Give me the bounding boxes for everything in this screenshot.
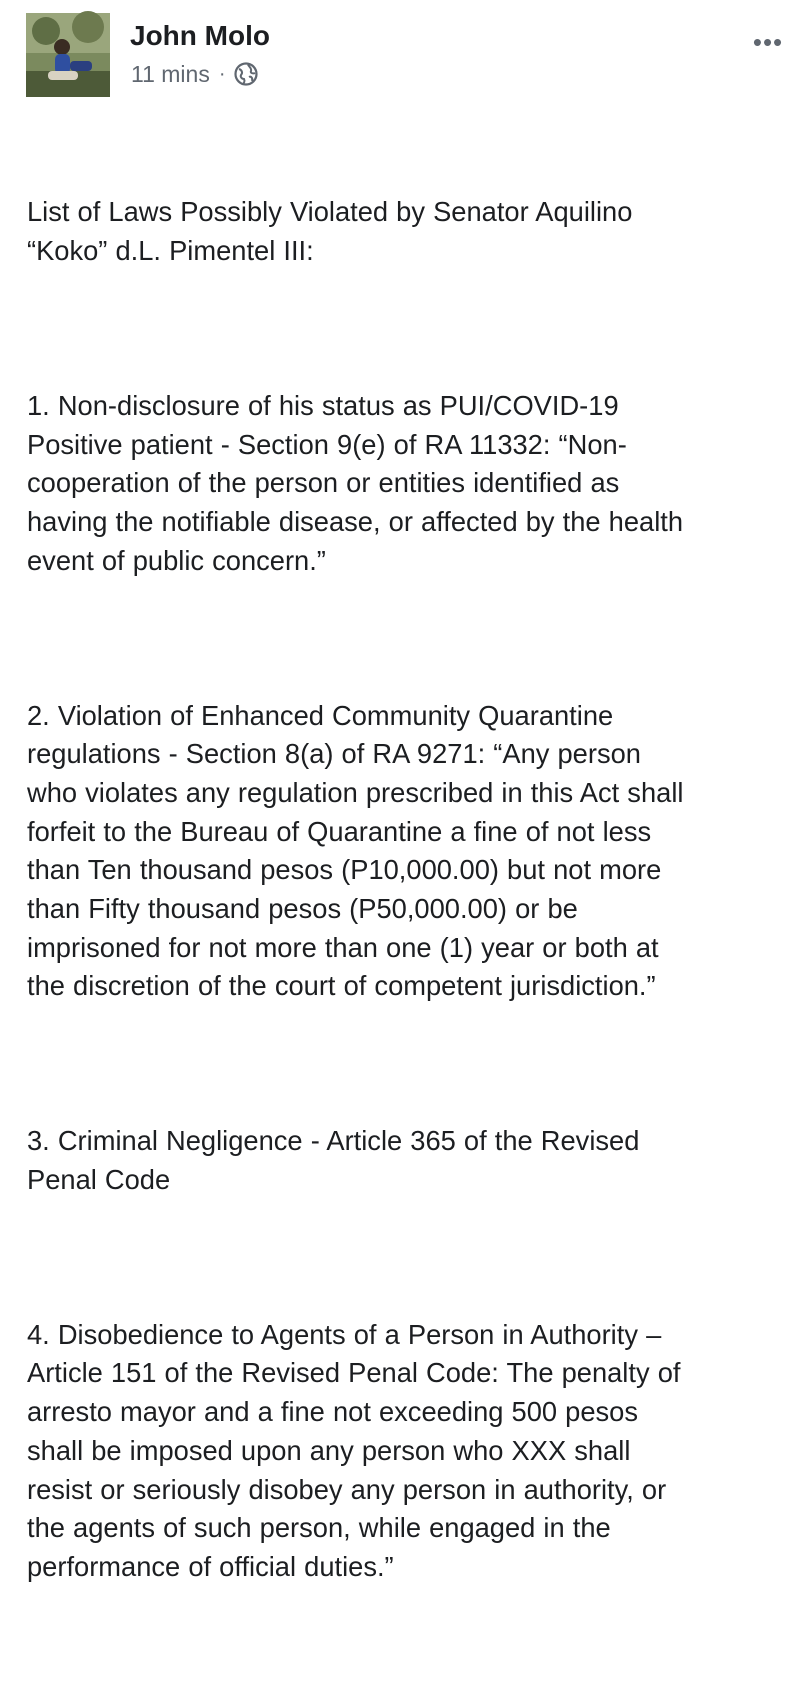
- globe-icon[interactable]: [233, 61, 259, 87]
- post-paragraph-3: 3. Criminal Negligence - Article 365 of the Revised Penal Code: [27, 1125, 640, 1195]
- post-meta: [131, 58, 259, 90]
- timestamp[interactable]: 11 mins: [131, 60, 210, 87]
- post-paragraph-intro: List of Laws Possibly Violated by Senator Aquilino “Koko” d.L. Pimentel III:: [27, 196, 633, 267]
- post-header: [0, 0, 808, 110]
- author-name[interactable]: John Molo: [130, 20, 270, 51]
- post-paragraph-2: 2. Violation of Enhanced Community Quarantine regulations - Section 8(a) of RA 9271: “Any person who violates any regulation prescribed in this Act shall forfeit to the Bureau of Quarantine a fine of not less than Ten thousand pesos (P10,000.00) but not more than Fifty thousand pesos (P50,000.00) or be imprisoned for not more than one (1) year or both at the discretion of the court of competent jurisdiction.”: [27, 699, 684, 1002]
- post-text: [27, 116, 799, 1703]
- avatar-photo-icon: [26, 13, 110, 97]
- avatar[interactable]: [26, 13, 110, 97]
- post-paragraph-4: 4. Disobedience to Agents of a Person in Authority – Article 151 of the Revised Penal Code: The penalty of arresto mayor and a fine not exceeding 500 pesos shall be imposed upon any person who XXX shall resist or seriously disobey any person in authority, or the agents of such person, while engaged in the performance of official duties.”: [27, 1318, 681, 1582]
- meta-separator: ·: [218, 62, 226, 85]
- post-paragraph-1: 1. Non-disclosure of his status as PUI/COVID-19 Positive patient - Section 9(e) of RA 11332: “Non- cooperation of the person or entities identified as having the notifiable disease, or affected by the health event of public concern.”: [27, 389, 684, 576]
- more-options-button[interactable]: •••: [752, 26, 784, 57]
